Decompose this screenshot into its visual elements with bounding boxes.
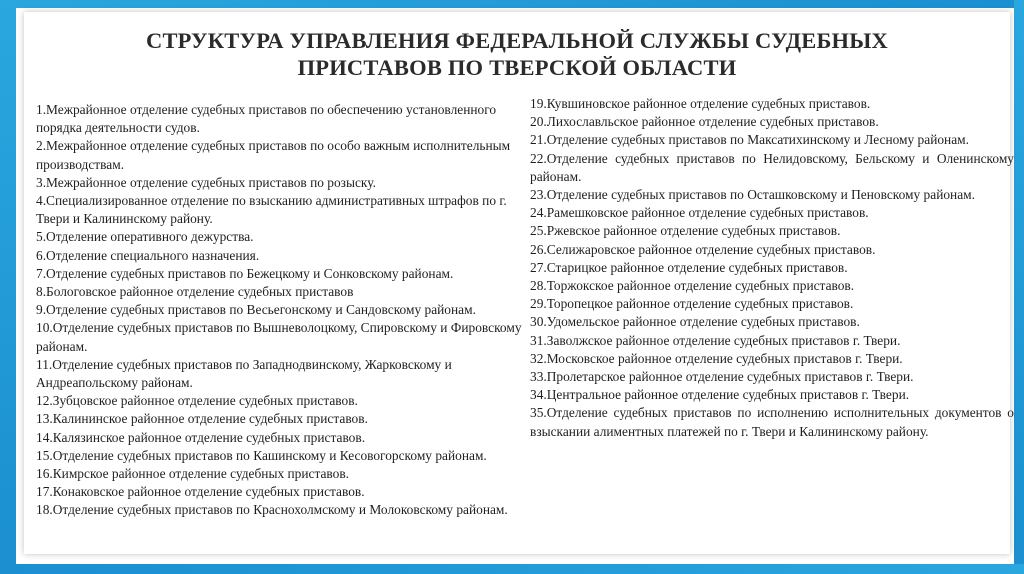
- list-item: 15.Отделение судебных приставов по Кашинскому и Кесовогорскому районам.: [36, 447, 487, 463]
- slide-title: [24, 27, 1010, 81]
- list-item: 32.Московское районное отделение судебных приставов г. Твери.: [530, 350, 903, 366]
- right-accent-bar: [1014, 0, 1024, 574]
- bottom-accent-bar: [0, 564, 1024, 574]
- list-item: 4.Специализированное отделение по взысканию административных штрафов по г. Твери и Калининскому району.: [36, 193, 507, 227]
- right-column-list: [530, 95, 1014, 441]
- list-item: 11.Отделение судебных приставов по Западнодвинскому, Жарковскому и Андреапольскому районам.: [36, 356, 452, 391]
- list-item: 13.Калининское районное отделение судебных приставов.: [36, 411, 368, 427]
- list-item: 7.Отделение судебных приставов по Бежецкому и Сонковскому районам.: [36, 265, 454, 281]
- list-item: 24.Рамешковское районное отделение судебных приставов.: [530, 205, 869, 221]
- top-accent-bar: [0, 0, 1024, 8]
- list-item: 28.Торжокское районное отделение судебных приставов.: [530, 278, 855, 294]
- list-item: 16.Кимрское районное отделение судебных приставов.: [36, 466, 350, 482]
- list-item: 6.Отделение специального назначения.: [36, 247, 260, 263]
- list-item: 35.Отделение судебных приставов по исполнению исполнительных документов о взыскании алиментных платежей по г. Твери и Калининскому району.: [530, 405, 1014, 439]
- list-item: 33.Пролетарское районное отделение судебных приставов г. Твери.: [530, 369, 914, 385]
- list-item: 29.Торопецкое районное отделение судебных приставов.: [530, 296, 854, 312]
- list-item: 14.Калязинское районное отделение судебных приставов.: [36, 429, 366, 445]
- list-item: 20.Лихославльское районное отделение судебных приставов.: [530, 114, 879, 130]
- list-item: 2.Межрайонное отделение судебных приставов по особо важным исполнительным производствам.: [36, 138, 511, 172]
- list-item: 12.Зубцовское районное отделение судебных приставов.: [36, 393, 358, 409]
- list-item: 22.Отделение судебных приставов по Нелидовскому, Бельскому и Оленинскому районам.: [530, 150, 1014, 184]
- slide-title-line-2: ПРИСТАВОВ ПО ТВЕРСКОЙ ОБЛАСТИ: [297, 55, 737, 80]
- list-item: 34.Центральное районное отделение судебных приставов г. Твери.: [530, 387, 910, 403]
- list-item: 1.Межрайонное отделение судебных приставов по обеспечению установленного порядка деятельности судов.: [36, 102, 497, 136]
- slide-title-line-1: СТРУКТУРА УПРАВЛЕНИЯ ФЕДЕРАЛЬНОЙ СЛУЖБЫ СУДЕБНЫХ: [146, 28, 888, 53]
- list-item: 31.Заволжское районное отделение судебных приставов г. Твери.: [530, 332, 901, 348]
- list-item: 26.Селижаровское районное отделение судебных приставов.: [530, 241, 876, 257]
- list-item: 8.Бологовское районное отделение судебных приставов: [36, 284, 354, 300]
- left-column-list: [36, 101, 532, 520]
- list-item: 25.Ржевское районное отделение судебных приставов.: [530, 223, 841, 239]
- list-item: 9.Отделение судебных приставов по Весьегонскому и Сандовскому районам.: [36, 302, 476, 318]
- left-accent-bar: [0, 0, 16, 574]
- list-item: 23.Отделение судебных приставов по Осташковскому и Пеновскому районам.: [530, 187, 975, 203]
- list-item: 19.Кувшиновское районное отделение судебных приставов.: [530, 96, 871, 111]
- list-item: 10.Отделение судебных приставов по Вышневолоцкому, Спировскому и Фировскому районам.: [36, 320, 522, 354]
- list-item: 5.Отделение оперативного дежурства.: [36, 229, 254, 245]
- list-item: 27.Старицкое районное отделение судебных приставов.: [530, 259, 848, 275]
- list-item: 3.Межрайонное отделение судебных приставов по розыску.: [36, 174, 376, 190]
- list-item: 30.Удомельское районное отделение судебных приставов.: [530, 314, 860, 330]
- list-item: 21.Отделение судебных приставов по Максатихинскому и Лесному районам.: [530, 132, 969, 148]
- list-item: 17.Конаковское районное отделение судебных приставов.: [36, 484, 365, 500]
- list-item: 18.Отделение судебных приставов по Краснохолмскому и Молоковскому районам.: [36, 502, 508, 518]
